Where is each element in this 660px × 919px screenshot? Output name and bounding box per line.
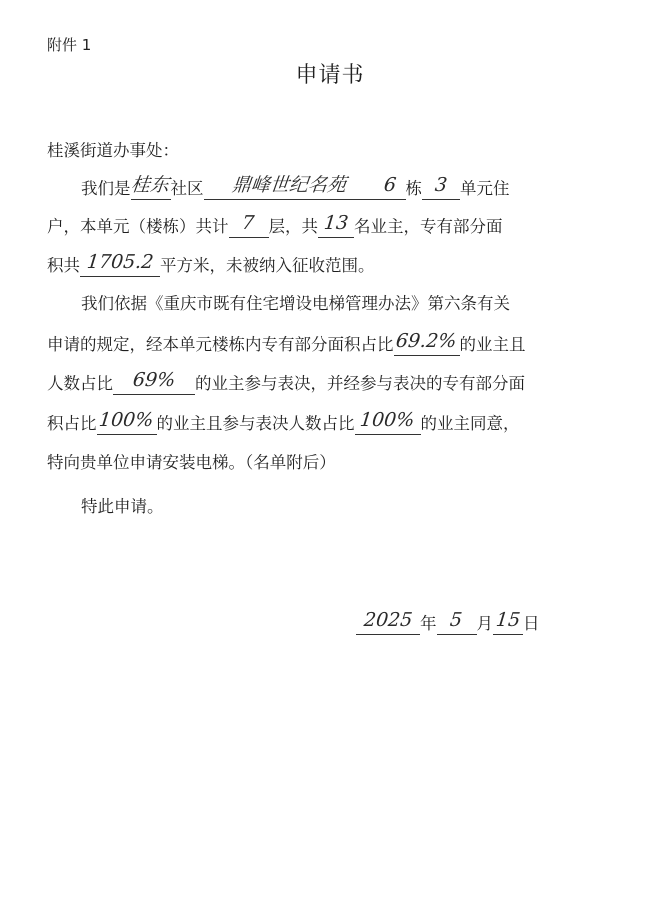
text: 的业主参与表决，并经参与表决的专有部分面 bbox=[195, 374, 525, 393]
document-title: 申请书 bbox=[295, 63, 365, 88]
owners-field bbox=[318, 212, 354, 238]
text: 的业主且参与表决人数占比 bbox=[156, 414, 355, 433]
para2-line2 bbox=[47, 330, 607, 356]
text: 单元住 bbox=[460, 179, 510, 198]
text: 人数占比 bbox=[47, 374, 113, 393]
text: 平方米，未被纳入征收范围。 bbox=[160, 256, 375, 275]
text: 社区 bbox=[170, 179, 204, 198]
floors-field bbox=[229, 212, 269, 238]
pct-people-owners-value: 69% bbox=[131, 369, 177, 391]
addressee: 桂溪街道办事处： bbox=[47, 141, 179, 160]
attachment-label: 附件 1 bbox=[47, 36, 92, 54]
para2-line3 bbox=[47, 369, 607, 395]
year-field bbox=[356, 609, 420, 635]
month-field bbox=[437, 609, 477, 635]
pct-people-voted-field bbox=[355, 409, 421, 435]
text: 积占比 bbox=[47, 414, 97, 433]
para2-line4 bbox=[47, 409, 607, 435]
complex-field bbox=[204, 174, 376, 200]
date-line bbox=[356, 609, 540, 635]
building-field bbox=[376, 174, 406, 200]
year-label: 年 bbox=[420, 614, 437, 633]
pct-area-voted-value: 100% bbox=[98, 409, 155, 431]
building-value: 6 bbox=[383, 174, 398, 196]
unit-field bbox=[422, 174, 460, 200]
text: 户，本单元（楼栋）共计 bbox=[47, 217, 229, 236]
text: 申请的规定，经本单元楼栋内专有部分面积占比 bbox=[47, 335, 394, 354]
para2-line1: 我们依据《重庆市既有住宅增设电梯管理办法》第六条有关 bbox=[81, 294, 510, 313]
community-value: 桂东 bbox=[130, 174, 171, 196]
pct-people-voted-value: 100% bbox=[359, 409, 416, 431]
para1-line2 bbox=[47, 212, 607, 238]
pct-area-voted-field bbox=[97, 409, 157, 435]
community-field bbox=[130, 174, 171, 200]
month-label: 月 bbox=[476, 614, 493, 633]
area-field bbox=[80, 251, 160, 277]
month-value: 5 bbox=[449, 609, 464, 631]
para1-line1 bbox=[81, 174, 611, 200]
text: 我们是 bbox=[81, 179, 131, 198]
text: 积共 bbox=[47, 256, 80, 275]
area-value: 1705.2 bbox=[85, 251, 155, 273]
text: 名业主，专有部分面 bbox=[354, 217, 503, 236]
para1-line3 bbox=[47, 251, 607, 277]
text: 的业主同意， bbox=[420, 414, 520, 433]
complex-value: 鼎峰世纪名苑 bbox=[231, 174, 348, 196]
text: 栋 bbox=[405, 179, 422, 198]
day-label: 日 bbox=[523, 614, 540, 633]
year-value: 2025 bbox=[362, 609, 414, 631]
day-value: 15 bbox=[494, 609, 522, 631]
floors-value: 7 bbox=[241, 212, 256, 234]
unit-value: 3 bbox=[433, 174, 449, 196]
day-field bbox=[493, 609, 523, 635]
para2-line5: 特向贵单位申请安装电梯。（名单附后） bbox=[47, 453, 336, 472]
owners-value: 13 bbox=[322, 212, 350, 234]
pct-area-owners-value: 69.2% bbox=[395, 330, 458, 352]
pct-area-owners-field bbox=[394, 330, 460, 356]
text: 的业主且 bbox=[459, 335, 526, 354]
closing: 特此申请。 bbox=[81, 497, 164, 516]
pct-people-owners-field bbox=[113, 369, 195, 395]
text: 层，共 bbox=[268, 217, 318, 236]
